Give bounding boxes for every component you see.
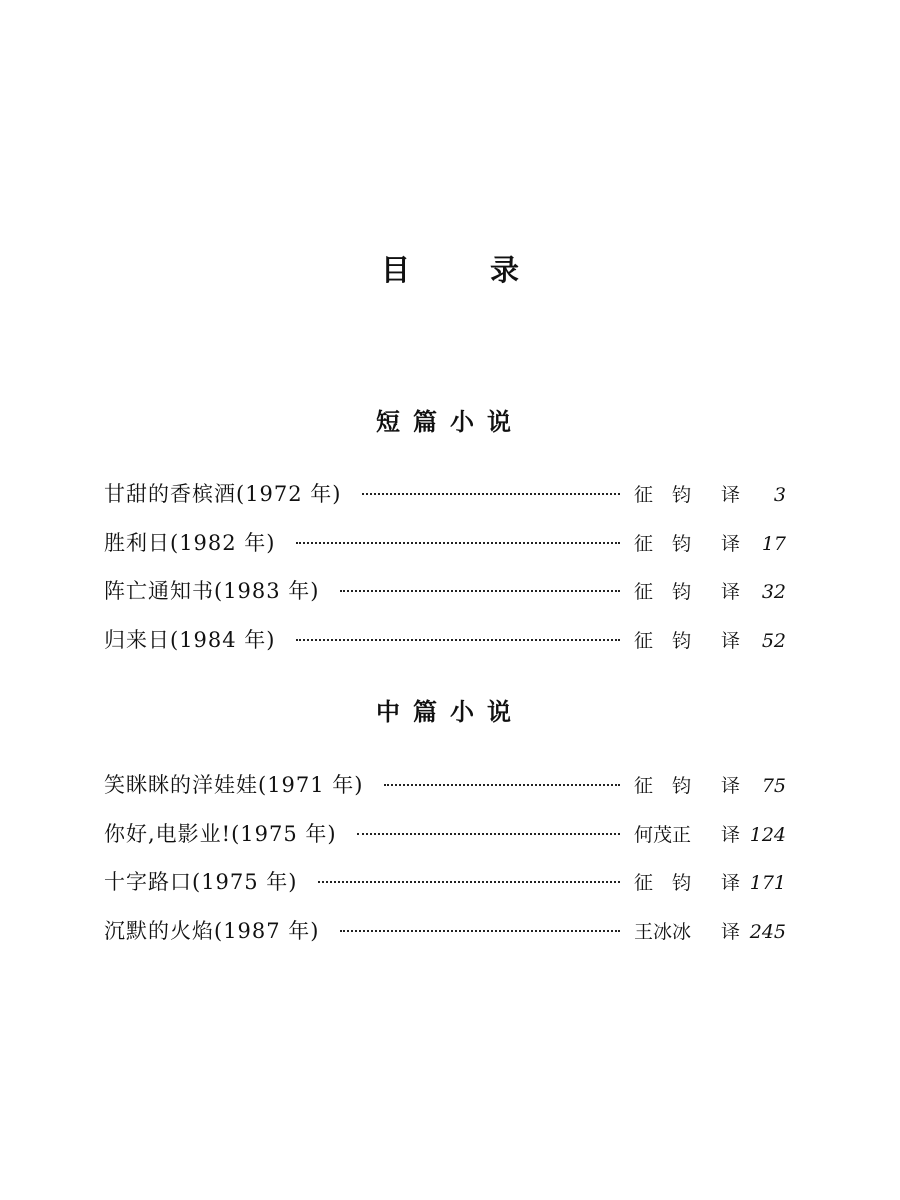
entry-title: 笑眯眯的洋娃娃(1971 年): [104, 773, 364, 797]
translator-suffix: 译: [720, 775, 740, 797]
entry-translator: [634, 914, 740, 950]
toc-list-novellas: [104, 767, 786, 961]
entry-title: 阵亡通知书(1983 年): [104, 579, 320, 603]
dot-leader: [340, 590, 620, 592]
entry-title: 沉默的火焰(1987 年): [104, 918, 320, 943]
entry-translator: [634, 623, 740, 659]
toc-entry[interactable]: [104, 476, 786, 525]
translator-name: 征 钧: [634, 581, 692, 603]
page-title-part1: 目: [380, 253, 410, 287]
translator-suffix: 译: [720, 532, 740, 555]
translator-name: 王冰冰: [634, 920, 692, 943]
translator-suffix: 译: [720, 581, 740, 603]
page-title: [0, 246, 900, 294]
entry-page-number: 245: [749, 920, 786, 943]
entry-translator: [634, 768, 740, 804]
translator-name: 征 钧: [634, 629, 692, 652]
page-title-part2: 录: [490, 253, 520, 287]
entry-translator: [634, 526, 740, 562]
entry-translator: [634, 865, 740, 901]
translator-suffix: 译: [720, 484, 740, 506]
toc-entry[interactable]: [104, 864, 786, 913]
translator-suffix: 译: [720, 920, 740, 943]
translator-suffix: 译: [720, 629, 740, 652]
entry-page-number: 32: [761, 581, 786, 603]
entry-title: 归来日(1984 年): [104, 627, 276, 652]
entry-translator: [634, 574, 740, 610]
toc-entry[interactable]: [104, 573, 786, 622]
dot-leader: [296, 639, 620, 641]
dot-leader: [384, 784, 620, 786]
translator-name: 征 钧: [634, 484, 692, 506]
entry-page-number: 17: [761, 532, 786, 555]
entry-title: 胜利日(1982 年): [104, 530, 276, 555]
entry-page-number: 3: [773, 484, 786, 506]
entry-page-number: 75: [761, 775, 786, 797]
entry-title: 你好,电影业!(1975 年): [104, 821, 337, 846]
dot-leader: [362, 493, 620, 495]
toc-entry[interactable]: [104, 767, 786, 816]
entry-page-number: 124: [749, 823, 786, 846]
entry-page-number: 52: [761, 629, 786, 652]
translator-suffix: 译: [720, 872, 740, 894]
entry-page-number: 171: [749, 872, 786, 894]
toc-entry[interactable]: [104, 525, 786, 574]
section-heading-short-stories: 短篇小说: [376, 408, 524, 436]
toc-list-short-stories: [104, 476, 786, 670]
dot-leader: [318, 881, 620, 883]
translator-name: 征 钧: [634, 872, 692, 894]
entry-translator: [634, 477, 740, 513]
dot-leader: [340, 930, 620, 932]
translator-name: 征 钧: [634, 775, 692, 797]
toc-entry[interactable]: [104, 816, 786, 865]
translator-name: 征 钧: [634, 532, 692, 555]
toc-entry[interactable]: [104, 622, 786, 671]
dot-leader: [296, 542, 620, 544]
toc-entry[interactable]: [104, 913, 786, 962]
entry-translator: [634, 817, 740, 853]
dot-leader: [357, 833, 620, 835]
section-heading-novellas: 中篇小说: [376, 698, 524, 726]
translator-name: 何茂正: [634, 823, 692, 846]
entry-title: 十字路口(1975 年): [104, 870, 298, 894]
translator-suffix: 译: [720, 823, 740, 846]
entry-title: 甘甜的香槟酒(1972 年): [104, 482, 342, 506]
